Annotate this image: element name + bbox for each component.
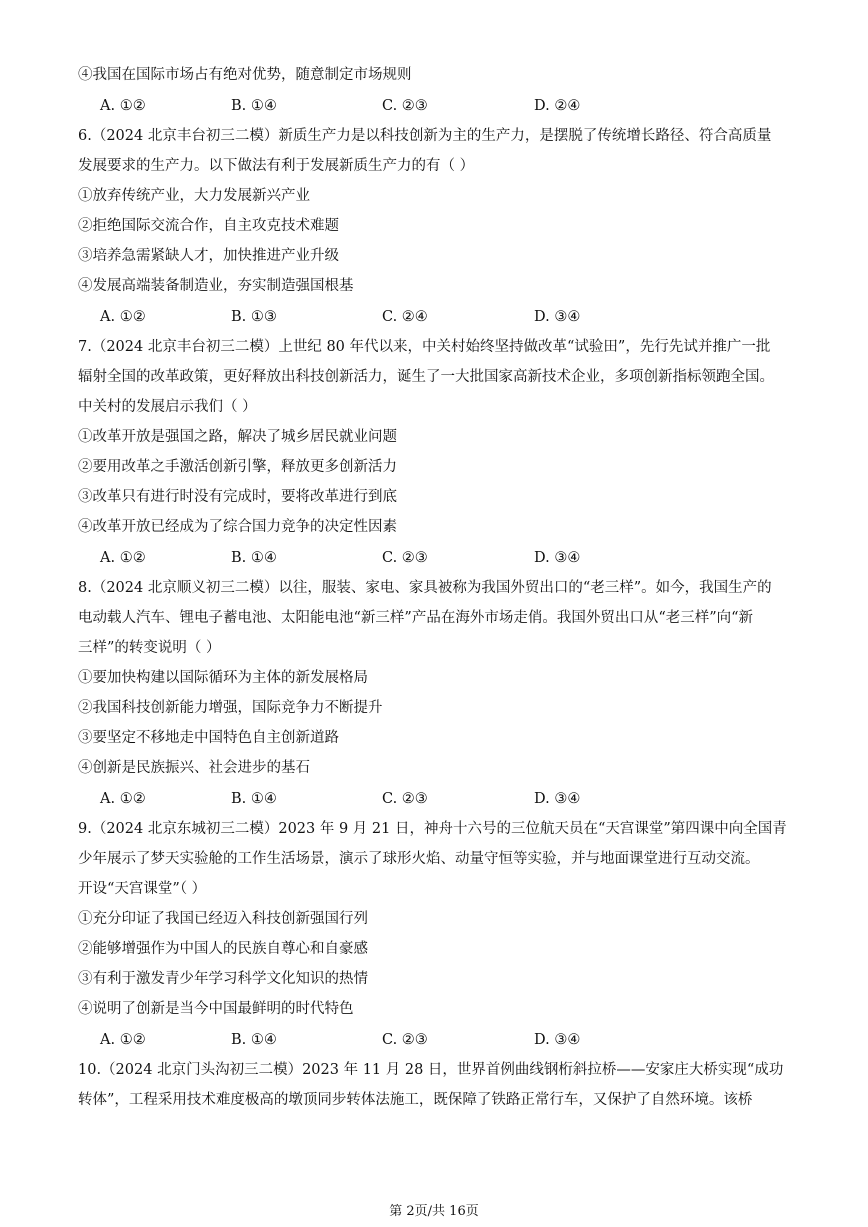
question-9-stem: 少年展示了梦天实验舱的工作生活场景，演示了球形火焰、动量守恒等实验，并与地面课堂进行互动交流。 xyxy=(78,851,760,867)
choice-d: D. ③④ xyxy=(534,550,581,566)
page-number-footer: 第 2页/共 16页 xyxy=(389,1204,479,1219)
option-line: ②我国科技创新能力增强，国际竞争力不断提升 xyxy=(78,700,383,716)
option-line: ③培养急需紧缺人才，加快推进产业升级 xyxy=(78,248,339,264)
answer-choices xyxy=(100,543,700,573)
option-line: ④我国在国际市场占有绝对优势，随意制定市场规则 xyxy=(78,67,412,83)
question-7-stem: 中关村的发展启示我们（ ） xyxy=(78,399,257,415)
choice-b: B. ①④ xyxy=(231,550,277,566)
option-line: ③要坚定不移地走中国特色自主创新道路 xyxy=(78,730,339,746)
question-7-stem: 辐射全国的改革政策，更好释放出科技创新活力，诞生了一大批国家高新技术企业，多项创新指标领跑全国。 xyxy=(78,369,774,385)
choice-d: D. ③④ xyxy=(534,1032,581,1048)
option-line: ④发展高端装备制造业，夯实制造强国根基 xyxy=(78,278,354,294)
choice-d: D. ③④ xyxy=(534,791,581,807)
choice-b: B. ①④ xyxy=(231,1032,277,1048)
choice-a: A. ①② xyxy=(100,791,146,807)
choice-c: C. ②③ xyxy=(382,1032,428,1048)
choice-d: D. ③④ xyxy=(534,309,581,325)
question-9-stem: 9.（2024 北京东城初三二模）2023 年 9 月 21 日，神舟十六号的三位航天员在“天宫课堂”第四课中向全国青 xyxy=(78,821,787,837)
question-6-stem: 发展要求的生产力。以下做法有利于发展新质生产力的有（ ） xyxy=(78,158,475,174)
choice-a: A. ①② xyxy=(100,550,146,566)
option-line: ①要加快构建以国际循环为主体的新发展格局 xyxy=(78,670,368,686)
option-line: ②拒绝国际交流合作，自主攻克技术难题 xyxy=(78,218,339,234)
choice-c: C. ②③ xyxy=(382,98,428,114)
choice-d: D. ②④ xyxy=(534,98,581,114)
option-line: ②能够增强作为中国人的民族自尊心和自豪感 xyxy=(78,941,368,957)
question-6-stem: 6.（2024 北京丰台初三二模）新质生产力是以科技创新为主的生产力，是摆脱了传统增长路径、符合高质量 xyxy=(78,128,772,144)
answer-choices xyxy=(100,784,700,814)
option-line: ④创新是民族振兴、社会进步的基石 xyxy=(78,760,310,776)
answer-choices xyxy=(100,1025,700,1055)
choice-b: B. ①③ xyxy=(231,309,277,325)
question-8-stem: 三样”的转变说明（ ） xyxy=(78,640,221,656)
choice-c: C. ②③ xyxy=(382,791,428,807)
question-10-stem: 10.（2024 北京门头沟初三二模）2023 年 11 月 28 日，世界首例曲线钢桁斜拉桥——安家庄大桥实现“成功 xyxy=(78,1062,784,1078)
choice-a: A. ①② xyxy=(100,98,146,114)
option-line: ①改革开放是强国之路，解决了城乡居民就业问题 xyxy=(78,429,397,445)
option-line: ④说明了创新是当今中国最鲜明的时代特色 xyxy=(78,1001,354,1017)
choice-a: A. ①② xyxy=(100,309,146,325)
question-8-stem: 电动载人汽车、锂电子蓄电池、太阳能电池“新三样”产品在海外市场走俏。我国外贸出口从“老三样”向“新 xyxy=(78,610,754,626)
answer-choices xyxy=(100,91,700,121)
option-line: ①放弃传统产业，大力发展新兴产业 xyxy=(78,188,310,204)
option-line: ③改革只有进行时没有完成时，要将改革进行到底 xyxy=(78,489,397,505)
choice-c: C. ②④ xyxy=(382,309,428,325)
choice-b: B. ①④ xyxy=(231,791,277,807)
choice-a: A. ①② xyxy=(100,1032,146,1048)
option-line: ④改革开放已经成为了综合国力竞争的决定性因素 xyxy=(78,519,397,535)
answer-choices xyxy=(100,302,700,332)
question-9-stem: 开设“天宫课堂”（ ） xyxy=(78,881,207,897)
option-line: ②要用改革之手激活创新引擎，释放更多创新活力 xyxy=(78,459,397,475)
choice-b: B. ①④ xyxy=(231,98,277,114)
question-10-stem: 转体”，工程采用技术难度极高的墩顶同步转体法施工，既保障了铁路正常行车，又保护了自然环境。该桥 xyxy=(78,1092,753,1108)
option-line: ①充分印证了我国已经迈入科技创新强国行列 xyxy=(78,911,368,927)
question-8-stem: 8.（2024 北京顺义初三二模）以往，服装、家电、家具被称为我国外贸出口的“老三样”。如今，我国生产的 xyxy=(78,580,772,596)
option-line: ③有利于激发青少年学习科学文化知识的热情 xyxy=(78,971,368,987)
question-7-stem: 7.（2024 北京丰台初三二模）上世纪 80 年代以来，中关村始终坚持做改革“试验田”，先行先试并推广一批 xyxy=(78,339,771,355)
choice-c: C. ②③ xyxy=(382,550,428,566)
